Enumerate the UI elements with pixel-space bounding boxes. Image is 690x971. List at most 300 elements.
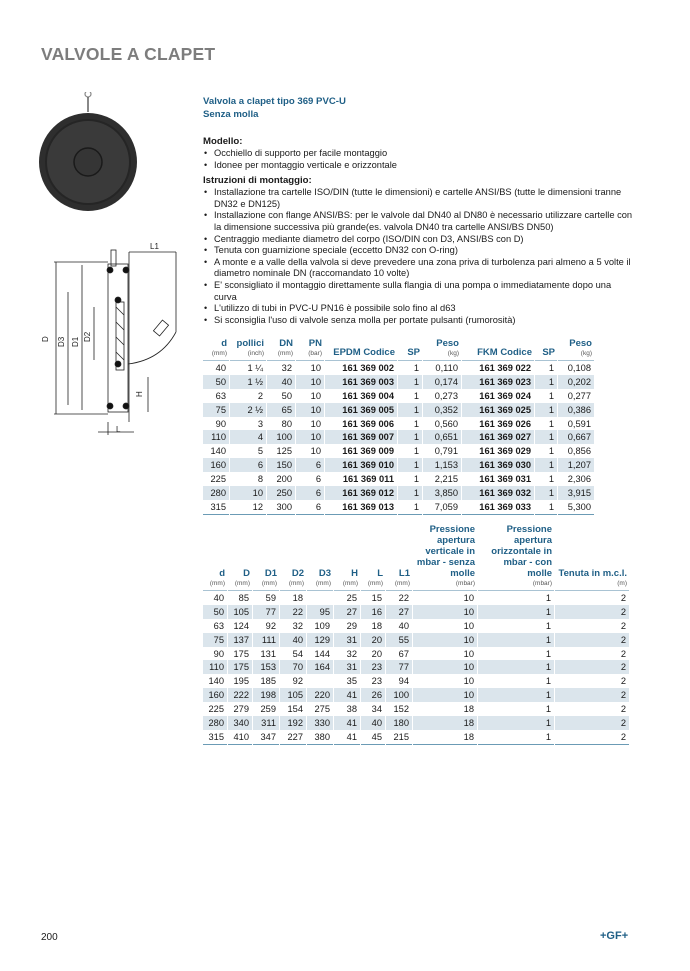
table-cell: 67 (398, 648, 409, 659)
table-row (203, 500, 594, 515)
column-label: D3 (318, 568, 331, 579)
table-cell: 38 (346, 704, 357, 715)
table-row (203, 444, 594, 458)
table-cell: 1 ½ (230, 375, 266, 389)
table-cell: 1 (548, 390, 554, 401)
table-cell: 110 (203, 430, 229, 444)
table-cell: 10 (413, 660, 477, 674)
list-item: • Occhiello di supporto per facile montaggio (203, 148, 633, 160)
table-cell: 1,153 (423, 458, 461, 472)
page-title: VALVOLE A CLAPET (41, 44, 216, 64)
table-cell: 1 (535, 430, 557, 444)
table-cell (307, 674, 333, 688)
table-cell: 131 (260, 648, 276, 659)
column-header (230, 338, 266, 361)
column-header (361, 524, 385, 591)
table-cell: 109 (314, 620, 330, 631)
table-cell: 161 369 027 (462, 430, 534, 444)
table-cell: 41 (334, 730, 360, 745)
table-cell: 1 (413, 474, 419, 485)
table-cell: 2 (555, 716, 629, 730)
table-cell: 25 (346, 592, 357, 603)
column-label: Pressione apertura orizzontale in mbar - con molle (491, 524, 552, 579)
table-cell: 18 (292, 592, 303, 603)
table-cell: 65 (267, 403, 295, 417)
table-cell: 105 (280, 688, 306, 702)
svg-text:D3: D3 (57, 336, 66, 347)
table-cell: 2 (555, 688, 629, 702)
table-cell: 1 (413, 418, 419, 429)
table-cell: 32 (281, 362, 292, 373)
table-cell: 137 (228, 633, 252, 647)
column-label: D (243, 568, 250, 579)
table-cell: 7,059 (423, 500, 461, 515)
column-header (228, 524, 252, 591)
table-cell: 0,651 (423, 430, 461, 444)
table-cell: 198 (253, 688, 279, 702)
table-cell: 161 369 010 (325, 458, 397, 472)
table-cell: 161 369 032 (462, 486, 534, 500)
table-cell: 300 (267, 500, 295, 515)
column-header (558, 338, 594, 361)
model-heading: Modello: (203, 136, 243, 147)
column-unit: (bar) (308, 350, 322, 357)
table-cell: 279 (233, 704, 249, 715)
table-cell: 40 (215, 362, 226, 373)
table-cell: 80 (281, 418, 292, 429)
table-cell: 10 (296, 403, 324, 417)
table-cell: 18 (463, 704, 474, 715)
table-row (203, 403, 594, 417)
table-cell: 50 (203, 375, 229, 389)
column-unit: (mm) (277, 350, 293, 357)
column-unit: (mm) (211, 350, 227, 357)
table-cell: 40 (213, 592, 224, 603)
column-header (413, 524, 477, 591)
table-cell: 259 (260, 704, 276, 715)
table-cell: 2 (620, 704, 626, 715)
table-cell: 105 (228, 605, 252, 619)
column-header (386, 524, 412, 591)
table-cell: 1 (478, 730, 554, 745)
table-header-row (203, 524, 629, 591)
column-label: Peso (569, 338, 592, 349)
list-item: • A monte e a valle della valvola si deve prevedere una zona priva di turbolenza pari almeno a 5 volte il diametro nominale DN (raccomandato 10 volte) (203, 257, 633, 280)
svg-text:D: D (41, 336, 50, 342)
table-cell: 40 (267, 375, 295, 389)
table-cell: 5 (257, 446, 263, 457)
table-cell: 222 (228, 688, 252, 702)
table-cell: 0,174 (423, 375, 461, 389)
table-cell: 1 ¼ (247, 362, 263, 373)
table-cell: 20 (371, 648, 382, 659)
column-unit: (mbar) (455, 580, 475, 587)
table-cell: 161 369 012 (325, 486, 397, 500)
table-row (203, 702, 629, 716)
table-row (203, 375, 594, 389)
column-label: H (351, 568, 358, 579)
table-cell: 63 (215, 390, 226, 401)
table-cell: 18 (413, 730, 477, 745)
table-cell: 0,202 (558, 375, 594, 389)
list-item: • Idonee per montaggio verticale e orizzontale (203, 160, 633, 172)
table-cell: 0,667 (558, 430, 594, 444)
table-cell: 50 (281, 390, 292, 401)
table-cell: 220 (307, 688, 333, 702)
column-unit: (mm) (261, 580, 277, 587)
table-row (203, 716, 629, 730)
table-cell: 192 (280, 716, 306, 730)
table-cell: 164 (307, 660, 333, 674)
column-label: EPDM Codice (333, 347, 395, 358)
table-cell: 180 (386, 716, 412, 730)
table-cell: 22 (398, 592, 409, 603)
table-row (203, 430, 594, 444)
table-row (203, 458, 594, 472)
column-header (478, 524, 554, 591)
valve-photo-icon (39, 92, 137, 211)
table-cell: 315 (203, 730, 227, 745)
table-cell: 311 (253, 716, 279, 730)
table-cell: 1 (535, 486, 557, 500)
column-label: SP (542, 347, 555, 358)
table-cell: 161 369 011 (342, 474, 394, 485)
table-cell: 140 (208, 676, 224, 687)
table-cell: 1 (545, 704, 551, 715)
table-row (203, 633, 629, 647)
table-cell: 10 (310, 390, 321, 401)
table-cell: 90 (213, 648, 224, 659)
table-cell: 1 (548, 474, 554, 485)
table-cell: 63 (213, 620, 224, 631)
table-cell: 10 (310, 446, 321, 457)
table-cell: 35 (346, 676, 357, 687)
column-label: pollici (236, 338, 264, 349)
table-cell: 16 (361, 605, 385, 619)
column-label: d (221, 338, 227, 349)
svg-text:L: L (116, 425, 121, 434)
table-cell: 10 (230, 486, 266, 500)
table-cell: 1 (535, 403, 557, 417)
table-cell: 161 369 022 (479, 362, 531, 373)
valve-drawing (36, 92, 196, 442)
svg-text:D1: D1 (71, 336, 80, 347)
svg-text:D2: D2 (83, 331, 92, 342)
gf-logo: +GF+ (600, 930, 629, 942)
table-cell: 54 (292, 648, 303, 659)
table-cell: 1 (545, 620, 551, 631)
table-cell: 1 (545, 592, 551, 603)
table-row (203, 486, 594, 500)
table-cell: 95 (307, 605, 333, 619)
table-cell: 10 (463, 592, 474, 603)
table-cell: 23 (371, 676, 382, 687)
column-label: FKM Codice (477, 347, 532, 358)
table-cell: 1 (413, 446, 419, 457)
table-cell: 2 ½ (230, 403, 266, 417)
table-cell: 1 (398, 500, 422, 515)
table-cell: 161 369 033 (462, 500, 534, 515)
table-cell: 144 (314, 648, 330, 659)
table-cell: 31 (334, 633, 360, 647)
table-cell: 0,108 (567, 362, 591, 373)
table-cell: 161 369 023 (462, 375, 534, 389)
column-header (555, 524, 629, 591)
table-cell: 380 (307, 730, 333, 745)
column-header (535, 338, 557, 361)
table-cell: 0,352 (423, 403, 461, 417)
table-cell: 152 (393, 704, 409, 715)
table-cell: 250 (267, 486, 295, 500)
column-label: d (219, 568, 225, 579)
table-cell: 1 (535, 375, 557, 389)
table-cell: 4 (230, 430, 266, 444)
column-unit: (kg) (580, 350, 592, 357)
table-cell: 175 (233, 648, 249, 659)
column-label: D1 (264, 568, 277, 579)
table-cell: 22 (280, 605, 306, 619)
table-cell: 41 (334, 688, 360, 702)
table-cell: 0,277 (567, 390, 591, 401)
table-cell: 330 (307, 716, 333, 730)
column-header (398, 338, 422, 361)
table-row (203, 472, 594, 486)
table-cell: 1 (478, 633, 554, 647)
column-unit: (kg) (447, 350, 459, 357)
table-cell: 3,915 (558, 486, 594, 500)
table-cell: 41 (334, 716, 360, 730)
list-item: • L'utilizzo di tubi in PVC-U PN16 è possibile solo fino al d63 (203, 303, 633, 315)
table-cell: 153 (253, 660, 279, 674)
table-cell: 10 (296, 375, 324, 389)
column-header (203, 524, 227, 591)
table-cell: 10 (463, 648, 474, 659)
svg-text:H: H (135, 391, 144, 397)
table-cell: 340 (228, 716, 252, 730)
table-cell: 10 (463, 676, 474, 687)
table-cell: 40 (280, 633, 306, 647)
list-item: • Tenuta con guarnizione speciale (eccetto DN32 con O-ring) (203, 245, 633, 257)
table-cell: 27 (386, 605, 412, 619)
table-row (203, 605, 629, 619)
table-cell: 1 (548, 418, 554, 429)
table-cell: 75 (203, 403, 229, 417)
table-cell: 347 (253, 730, 279, 745)
column-header (325, 338, 397, 361)
table-cell: 94 (398, 676, 409, 687)
table-cell: 150 (267, 458, 295, 472)
table-cell (307, 591, 333, 605)
table-cell: 280 (203, 486, 229, 500)
column-label: PN (308, 338, 322, 349)
table-cell: 0,791 (434, 446, 458, 457)
table-cell: 6 (230, 458, 266, 472)
table-cell: 100 (267, 430, 295, 444)
table-cell: 10 (310, 362, 321, 373)
table-cell: 1 (478, 688, 554, 702)
codes-table (202, 338, 595, 515)
table-cell: 0,110 (435, 362, 458, 373)
table-cell: 1 (535, 458, 557, 472)
table-cell: 111 (253, 633, 279, 647)
table-row (203, 389, 594, 403)
column-unit: (mm) (315, 580, 331, 587)
table-cell: 1 (398, 430, 422, 444)
product-title: Valvola a clapet tipo 369 PVC-U (203, 96, 346, 107)
column-unit: (mm) (209, 580, 225, 587)
table-cell: 227 (280, 730, 306, 745)
table-cell: 195 (233, 676, 249, 687)
table-cell: 2 (555, 605, 629, 619)
table-cell: 10 (296, 430, 324, 444)
column-unit: (mm) (234, 580, 250, 587)
table-cell: 1 (413, 362, 419, 373)
table-cell: 200 (276, 474, 292, 485)
install-list (203, 187, 633, 326)
table-cell: 0,560 (434, 418, 458, 429)
table-cell: 23 (361, 660, 385, 674)
table-cell: 2,215 (434, 474, 458, 485)
label-L1: L1 (150, 242, 159, 251)
table-cell: 10 (413, 688, 477, 702)
table-cell: 40 (361, 716, 385, 730)
column-unit: (mm) (288, 580, 304, 587)
column-header (280, 524, 306, 591)
table-cell: 1 (398, 403, 422, 417)
table-cell: 175 (228, 660, 252, 674)
table-cell: 161 369 003 (325, 375, 397, 389)
table-cell: 77 (253, 605, 279, 619)
table-cell: 26 (361, 688, 385, 702)
table-cell: 10 (310, 418, 321, 429)
column-label: L1 (398, 568, 410, 579)
table-cell: 32 (292, 620, 303, 631)
table-header-row (203, 338, 594, 361)
column-label: L (377, 568, 383, 579)
column-header (462, 338, 534, 361)
model-list (203, 148, 633, 171)
table-cell: 40 (398, 620, 409, 631)
product-subtitle: Senza molla (203, 109, 259, 120)
column-unit: (mm) (342, 580, 358, 587)
table-cell: 129 (307, 633, 333, 647)
table-cell: 18 (371, 620, 382, 631)
table-row (203, 361, 594, 375)
column-header (307, 524, 333, 591)
table-cell: 161 369 026 (479, 418, 531, 429)
table-cell: 55 (386, 633, 412, 647)
table-cell: 59 (265, 592, 276, 603)
table-row (203, 647, 629, 661)
table-cell: 10 (413, 605, 477, 619)
table-cell: 1 (398, 375, 422, 389)
column-unit: (mm) (367, 580, 383, 587)
table-cell: 31 (334, 660, 360, 674)
table-cell: 185 (260, 676, 276, 687)
table-cell: 161 369 002 (342, 362, 394, 373)
table-cell: 70 (280, 660, 306, 674)
table-cell: 410 (228, 730, 252, 745)
page-number: 200 (41, 932, 58, 943)
table-cell: 6 (296, 500, 324, 515)
table-cell: 225 (208, 704, 224, 715)
table-cell: 1 (413, 390, 419, 401)
column-unit: (m) (617, 580, 627, 587)
table-cell: 50 (203, 605, 227, 619)
table-cell: 3 (257, 418, 263, 429)
table-cell: 2 (620, 620, 626, 631)
table-cell: 140 (210, 446, 226, 457)
table-row (203, 619, 629, 633)
table-cell: 34 (371, 704, 382, 715)
table-cell: 8 (257, 474, 263, 485)
column-unit: (inch) (247, 350, 264, 357)
column-header (267, 338, 295, 361)
table-cell: 161 369 004 (342, 390, 394, 401)
table-cell: 1 (478, 605, 554, 619)
table-cell: 2 (555, 633, 629, 647)
table-cell: 45 (361, 730, 385, 745)
column-unit: (mm) (394, 580, 410, 587)
table-row (203, 417, 594, 431)
column-header (203, 338, 229, 361)
dimensions-table (202, 524, 630, 745)
table-cell: 275 (314, 704, 330, 715)
table-cell: 2 (555, 730, 629, 745)
table-cell: 6 (296, 458, 324, 472)
column-label: D2 (291, 568, 304, 579)
table-cell: 1,207 (558, 458, 594, 472)
table-cell: 1 (478, 716, 554, 730)
table-cell: 1 (545, 648, 551, 659)
column-label: Peso (436, 338, 459, 349)
list-item: • Installazione con flange ANSI/BS: per le valvole dal DN40 al DN80 è necessario utilizzare cartelle con la dimensione successiva più grande(es. valvola DN40 tra cartelle ANSI/BS DN50) (203, 210, 633, 233)
column-label: SP (407, 347, 420, 358)
column-label: DN (279, 338, 293, 349)
table-row (203, 674, 629, 688)
table-cell: 161 369 029 (479, 446, 531, 457)
table-cell: 2 (620, 676, 626, 687)
table-cell: 125 (276, 446, 292, 457)
table-cell: 160 (203, 458, 229, 472)
table-cell: 225 (210, 474, 226, 485)
table-cell: 0,386 (558, 403, 594, 417)
install-heading: Istruzioni di montaggio: (203, 175, 312, 187)
table-cell: 90 (215, 418, 226, 429)
column-header (334, 524, 360, 591)
table-cell: 160 (203, 688, 227, 702)
table-cell: 2,306 (567, 474, 591, 485)
table-cell: 100 (386, 688, 412, 702)
table-cell: 280 (203, 716, 227, 730)
table-cell: 2 (620, 648, 626, 659)
column-header (253, 524, 279, 591)
table-cell: 0,591 (567, 418, 591, 429)
list-item: • E' sconsigliato il montaggio direttamente sulla flangia di una pompa o immediatamente dopo una curva (203, 280, 633, 303)
table-cell: 1 (478, 660, 554, 674)
product-description (203, 95, 633, 326)
table-cell: 161 369 006 (342, 418, 394, 429)
column-label: Tenuta in m.c.l. (558, 568, 627, 579)
table-cell: 6 (296, 486, 324, 500)
table-cell: 10 (413, 633, 477, 647)
table-cell: 1 (535, 500, 557, 515)
column-unit: (mbar) (532, 580, 552, 587)
table-row (203, 591, 629, 605)
table-cell: 215 (386, 730, 412, 745)
table-cell: 161 369 009 (342, 446, 394, 457)
table-cell: 0,856 (567, 446, 591, 457)
